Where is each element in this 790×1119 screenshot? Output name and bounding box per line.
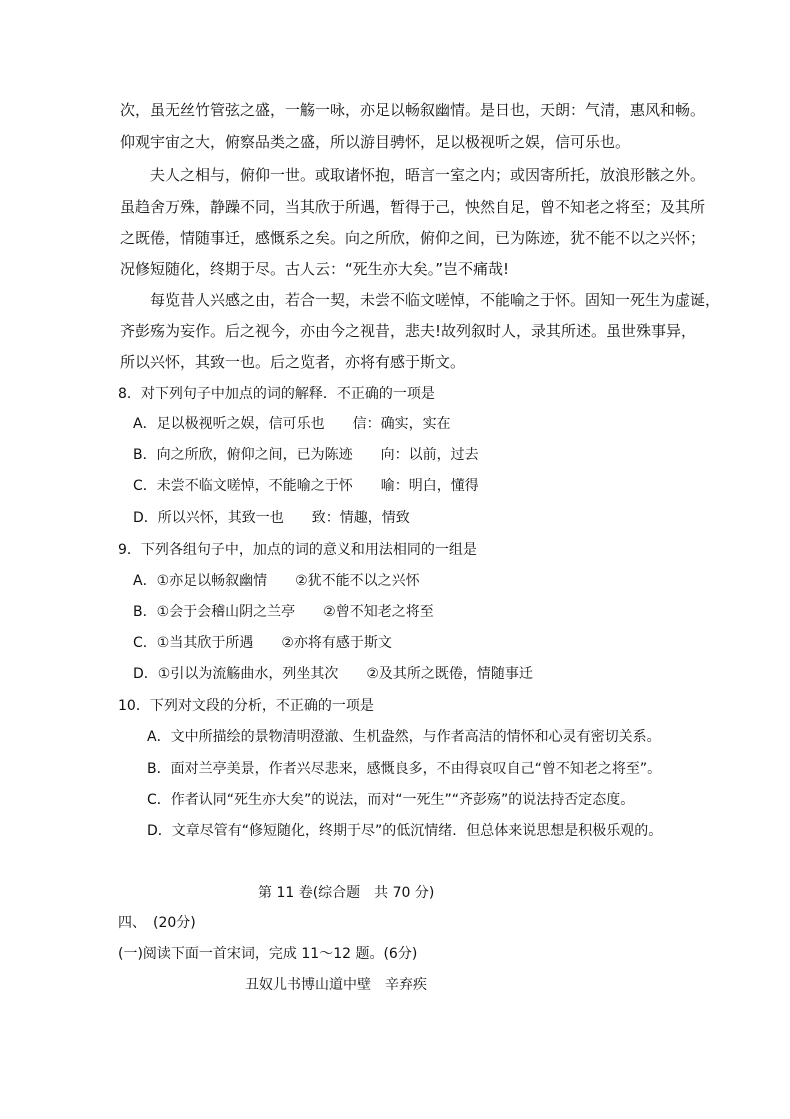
question-10-stem: 10．下列对文段的分析，不正确的一项是 — [118, 698, 374, 714]
passage-line-5: 之既倦，情随事迁，感慨系之矣。向之所欣，俯仰之间，已为陈迹，犹不能不以之兴怀； — [120, 229, 706, 247]
passage-line-2: 仰观宇宙之大，俯察品类之盛，所以游目骋怀，足以极视听之娱，信可乐也。 — [120, 133, 631, 151]
question-10-option-c: C．作者认同“死生亦大矣”的说法，而对“一死生”“齐彭殇”的说法持否定态度。 — [147, 792, 635, 808]
poem-title: 丑奴儿书博山道中壁 辛弃疾 — [245, 977, 427, 993]
question-9-option-d: D．①引以为流觞曲水，列坐其次 ②及其所之既倦，情随事迁 — [133, 666, 533, 682]
question-9-option-b: B．①会于会稽山阴之兰亭 ②曾不知老之将至 — [133, 604, 434, 620]
passage-line-4: 虽趋舍万殊，静躁不同，当其欣于所遇，暂得于己，怏然自足，曾不知老之将至；及其所 — [120, 198, 706, 216]
sub-heading: (一)阅读下面一首宋词，完成 11～12 题。(6分) — [118, 946, 418, 962]
passage-line-8: 齐彭殇为妄作。后之视今，亦由今之视昔，悲夫!故列叙时人，录其所述。虽世殊事异， — [120, 322, 697, 340]
question-9-option-a: A．①亦足以畅叙幽情 ②犹不能不以之兴怀 — [133, 573, 420, 589]
question-9-option-c: C．①当其欣于所遇 ②亦将有感于斯文 — [133, 635, 392, 651]
volume-title: 第 11 卷(综合题 共 70 分) — [258, 885, 435, 901]
question-9-stem: 9．下列各组句子中，加点的词的意义和用法相同的一组是 — [118, 542, 477, 558]
question-8-option-a: A．足以极视听之娱，信可乐也 信：确实，实在 — [133, 416, 451, 432]
question-10-option-a: A．文中所描绘的景物清明澄澈、生机盎然，与作者高洁的情怀和心灵有密切关系。 — [147, 729, 661, 745]
passage-line-9: 所以兴怀，其致一也。后之览者，亦将有感于斯文。 — [120, 353, 466, 371]
passage-line-6: 况修短随化，终期于尽。古人云：“死生亦大矣。”岂不痛哉! — [120, 260, 510, 278]
passage-line-7: 每览昔人兴感之由，若合一契，未尝不临文嗟悼，不能喻之于怀。固知一死生为虚诞， — [150, 291, 721, 309]
question-8-option-c: C．未尝不临文嗟悼，不能喻之于怀 喻：明白，懂得 — [133, 478, 479, 494]
question-10-option-b: B．面对兰亭美景，作者兴尽悲来，感慨良多，不由得哀叹自己“曾不知老之将至”。 — [147, 761, 662, 777]
question-10-option-d: D．文章尽管有“修短随化，终期于尽”的低沉情绪．但总体来说思想是积极乐观的。 — [147, 823, 663, 839]
question-8-option-d: D．所以兴怀，其致一也 致：情趣，情致 — [133, 510, 410, 526]
part-heading: 四、 (20分) — [118, 915, 196, 931]
question-8-stem: 8．对下列句子中加点的词的解释．不正确的一项是 — [118, 386, 435, 402]
passage-line-3: 夫人之相与，俯仰一世。或取诸怀抱，晤言一室之内；或因寄所托，放浪形骸之外。 — [150, 166, 706, 184]
question-8-option-b: B．向之所欣，俯仰之间，已为陈迹 向：以前，过去 — [133, 447, 479, 463]
passage-line-1: 次，虽无丝竹管弦之盛，一觞一咏，亦足以畅叙幽情。是日也，天朗：气清，惠风和畅。 — [120, 101, 706, 119]
